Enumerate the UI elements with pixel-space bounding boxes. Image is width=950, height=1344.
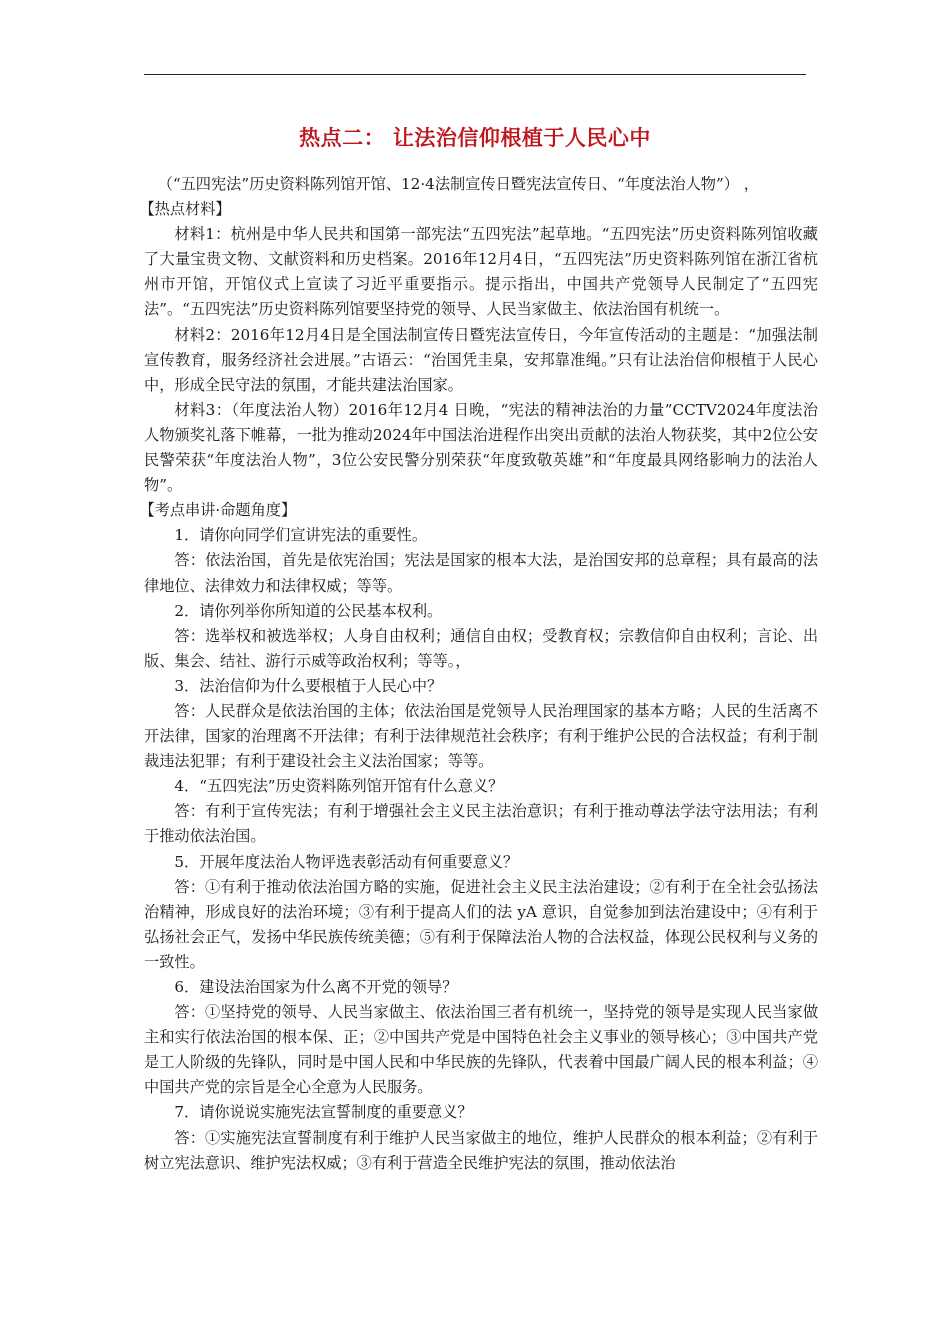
question-2: 2．请你列举你所知道的公民基本权利。 xyxy=(174,601,443,620)
material-2: 材料2：2016年12月4日是全国法制宣传日暨宪法宣传日，今年宣传活动的主题是：“加强法制宣传教育，服务经济社会进展。”古语云：“治国凭圭臬，安邦靠准绳。”只有让法治信仰根植于人民心中，形成全民守法的氛围，才能共建法治国家。 xyxy=(144,325,818,394)
material-3: 材料3：（年度法治人物）2016年12月4 日晚，“宪法的精神法治的力量”CCTV2024年度法治人物颁奖礼落下帷幕，一批为推动2024年中国法治进程作出突出贡献的法治人物获奖，其中2位公安民警荣获“年度法治人物”，3位公安民警分别荣获“年度致敬英雄”和“年度最具网络影响力的法治人物”。 xyxy=(144,400,818,495)
material-1: 材料1：杭州是中华人民共和国第一部宪法“五四宪法”起草地。“五四宪法”历史资料陈列馆收藏了大量宝贵文物、文献资料和历史档案。2016年12月4日，“五四宪法”历史资料陈列馆在浙江省杭州市开馆，开馆仪式上宣读了习近平重要指示。提示指出，中国共产党领导人民制定了“五四宪法”。“五四宪法”历史资料陈列馆要坚持党的领导、人民当家做主、依法治国有机统一。 xyxy=(144,225,818,319)
section-heading-questions: 【考点串讲·命题角度】 xyxy=(139,501,297,520)
subtitle: （“五四宪法”历史资料陈列馆开馆、12·4法制宣传日暨宪法宣传日、“年度法治人物”） ， xyxy=(157,175,759,193)
answer-2: 答：选举权和被选举权；人身自由权利；通信自由权；受教育权；宗教信仰自由权利；言论、出版、集会、结社、游行示威等政治权利；等等。， xyxy=(144,626,818,670)
question-7: 7．请你说说实施宪法宣誓制度的重要意义？ xyxy=(174,1103,473,1122)
question-4: 4．“五四宪法”历史资料陈列馆开馆有什么意义？ xyxy=(174,777,504,796)
question-3: 3．法治信仰为什么要根植于人民心中？ xyxy=(174,676,443,695)
answer-1: 答：依法治国，首先是依宪治国；宪法是国家的根本大法，是治国安邦的总章程；具有最高的法律地位、法律效力和法律权威；等等。 xyxy=(144,551,818,595)
answer-4: 答：有利于宣传宪法；有利于增强社会主义民主法治意识；有利于推动尊法学法守法用法；有利于推动依法治国。 xyxy=(144,802,818,846)
answer-6: 答：①坚持党的领导、人民当家做主、依法治国三者有机统一，坚持党的领导是实现人民当家做主和实行依法治国的根本保、正；②中国共产党是中国特色社会主义事业的领导核心；③中国共产党是工人阶级的先锋队，同时是中国人民和中华民族的先锋队，代表着中国最广阔人民的根本利益；④中国共产党的宗旨是全心全意为人民服务。 xyxy=(144,1003,818,1097)
question-1: 1．请你向同学们宣讲宪法的重要性。 xyxy=(174,526,428,545)
question-6: 6．建设法治国家为什么离不开党的领导？ xyxy=(174,978,458,996)
page-title: 热点二： 让法治信仰根植于人民心中 xyxy=(299,126,651,150)
answer-3: 答：人民群众是依法治国的主体；依法治国是党领导人民治理国家的基本方略；人民的生活离不开法律，国家的治理离不开法律；有利于法律规范社会秩序；有利于维护公民的合法权益；有利于制裁违法犯罪；有利于建设社会主义法治国家；等等。 xyxy=(144,701,818,771)
question-5: 5．开展年度法治人物评选表彰活动有何重要意义？ xyxy=(174,852,519,871)
answer-7: 答：①实施宪法宣誓制度有利于维护人民当家做主的地位，维护人民群众的根本利益；②有利于树立宪法意识、维护宪法权威；③有利于营造全民维护宪法的氛围，推动依法治 xyxy=(144,1128,818,1172)
section-heading-materials: 【热点材料】 xyxy=(139,200,231,219)
document-body xyxy=(139,172,818,1176)
answer-5: 答：①有利于推动依法治国方略的实施，促进社会主义民主法治建设；②有利于在全社会弘扬法治精神，形成良好的法治环境；③有利于提高人们的法 yA 意识，自觉参加到法治建设中；④有利于弘扬社会正气，发扬中华民族传统美德；⑤有利于保障法治人物的合法权益，体现公民权利与义务的一致性。 xyxy=(144,877,818,971)
header-rule xyxy=(144,74,806,75)
